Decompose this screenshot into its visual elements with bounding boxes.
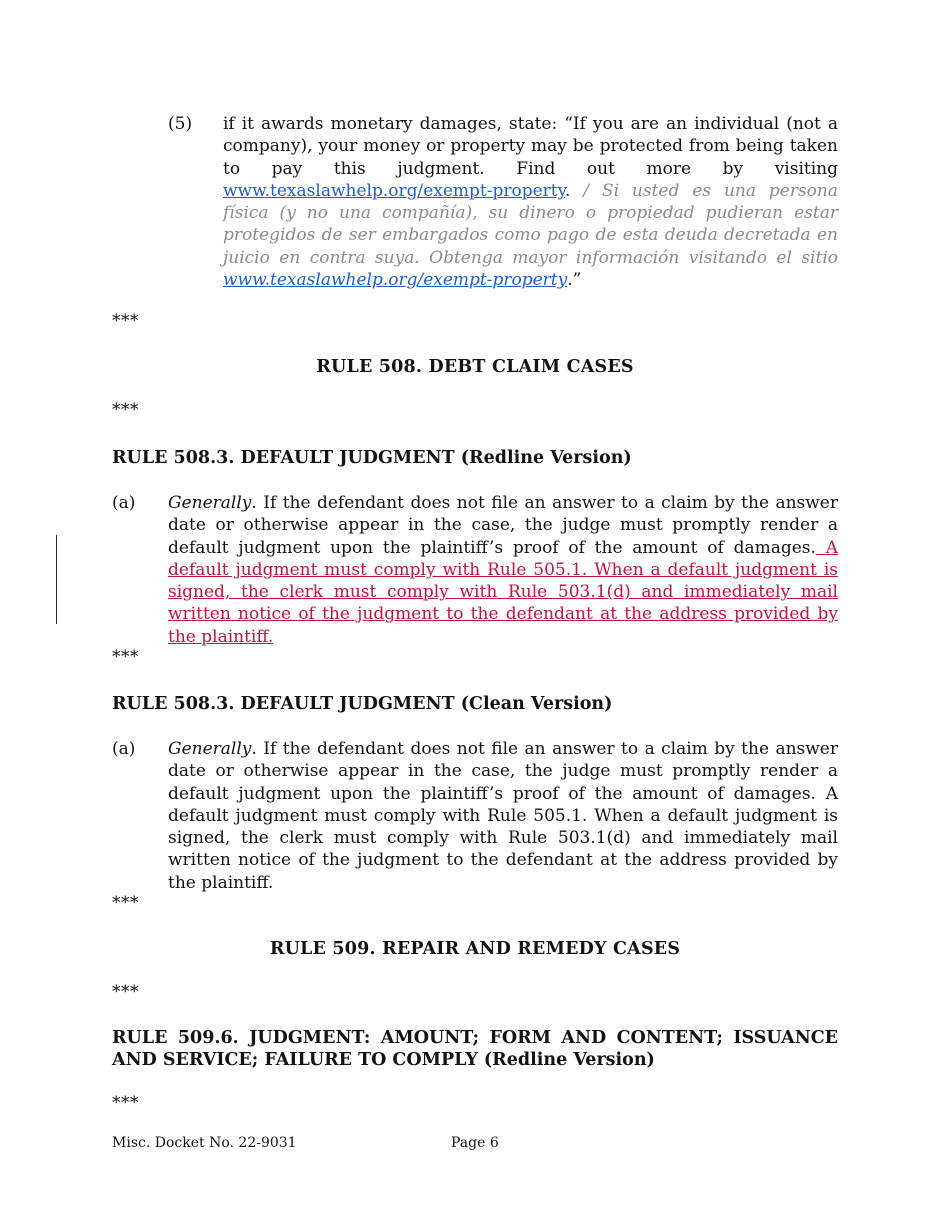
separator-6: *** bbox=[112, 1093, 139, 1113]
rule-508-3-clean-heading: RULE 508.3. DEFAULT JUDGMENT (Clean Version) bbox=[112, 694, 613, 714]
redline-label: (a) bbox=[112, 493, 136, 513]
separator-3: *** bbox=[112, 647, 139, 667]
separator-4: *** bbox=[112, 893, 139, 913]
redline-paragraph bbox=[168, 492, 838, 648]
separator-1: *** bbox=[112, 311, 139, 331]
item-5-number: (5) bbox=[168, 114, 193, 134]
separator-2: *** bbox=[112, 400, 139, 420]
item-5-after-link: . bbox=[564, 180, 584, 201]
item-5-spanish: / Si usted es una persona física (y no una compañía), su dinero o propiedad pudieran estar protegidos de ser embargados como pago de esta deuda decretada en juicio en contra suya. Obtenga mayor información visitando el sitio bbox=[223, 180, 838, 268]
exempt-property-link[interactable]: www.texaslawhelp.org/exempt-property bbox=[223, 180, 565, 201]
rule-508-3-redline-heading: RULE 508.3. DEFAULT JUDGMENT (Redline Version) bbox=[112, 448, 632, 468]
change-bar bbox=[56, 535, 57, 624]
clean-title: Generally bbox=[168, 739, 252, 759]
separator-5: *** bbox=[112, 982, 139, 1002]
item-5-lead: if it awards monetary damages, state: “If you are an individual (not a company), your money or property may be protected from being taken to pay this judgment. Find out more by visiting bbox=[223, 114, 838, 179]
clean-body: . If the defendant does not file an answer to a claim by the answer date or otherwise appear in the case, the judge must promptly render a default judgment upon the plaintiff’s proof of the amount of damages. A default judgment must comply with Rule 505.1. When a default judgment is signed, the clerk must comply with Rule 503.1(d) and immediately mail written notice of the judgment to the defendant at the address provided by the plaintiff. bbox=[168, 739, 838, 893]
exempt-property-link-spanish[interactable]: www.texaslawhelp.org/exempt-property bbox=[223, 270, 568, 291]
rule-509-heading: RULE 509. REPAIR AND REMEDY CASES bbox=[269, 939, 681, 959]
redline-body: . If the defendant does not file an answer to a claim by the answer date or otherwise appear in the case, the judge must promptly render a default judgment upon the plaintiff’s proof of the amount of damages. bbox=[168, 493, 838, 558]
clean-label: (a) bbox=[112, 739, 136, 759]
item-5-closing: .” bbox=[567, 270, 582, 291]
footer-docket: Misc. Docket No. 22-9031 bbox=[112, 1135, 297, 1151]
rule-509-6-heading: RULE 509.6. JUDGMENT: AMOUNT; FORM AND CONTENT; ISSUANCE AND SERVICE; FAILURE TO COMPLY (Redline Version) bbox=[112, 1028, 838, 1071]
rule-508-heading: RULE 508. DEBT CLAIM CASES bbox=[316, 357, 634, 377]
redline-title: Generally bbox=[168, 493, 252, 513]
footer-page-number: Page 6 bbox=[451, 1135, 499, 1151]
redline-inserted-text: A default judgment must comply with Rule 505.1. When a default judgment is signed, the clerk must comply with Rule 503.1(d) and immediately mail written notice of the judgment to the defendant at the address provided by the plaintiff. bbox=[168, 537, 838, 647]
item-5-text bbox=[223, 113, 838, 291]
clean-paragraph bbox=[168, 738, 838, 894]
